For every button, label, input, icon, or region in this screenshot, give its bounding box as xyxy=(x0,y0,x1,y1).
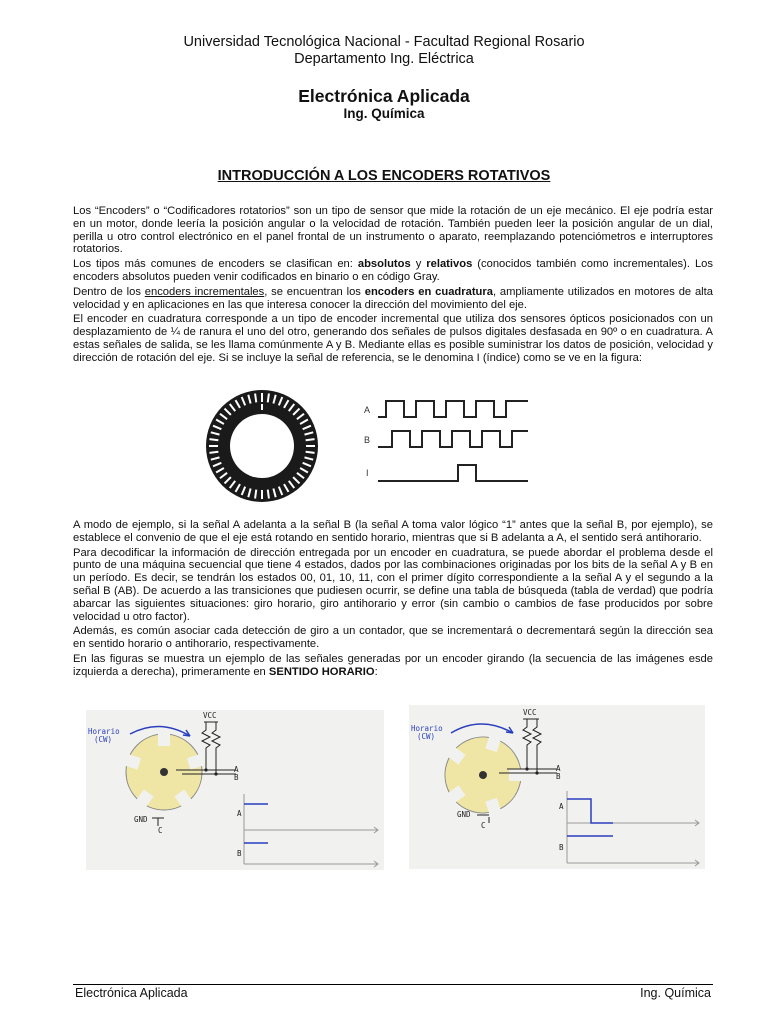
output-a-label: A xyxy=(556,764,561,773)
gnd-label: GND xyxy=(457,810,471,819)
encoder-sequence-panel-1 xyxy=(86,710,384,870)
paragraph-types xyxy=(73,258,713,284)
plot-b-label: B xyxy=(237,849,242,858)
text-bold-absolutos: absolutos xyxy=(357,258,411,271)
text-run: , ampliamente utilizados en motores de alta velocidad y en aplicaciones en las que interesa conocer la dirección del movimiento del eje. xyxy=(73,285,713,311)
disc-slot xyxy=(306,452,315,453)
axis-arrow-icon xyxy=(374,827,378,867)
rotation-arrow-icon xyxy=(451,724,513,733)
encoder-disc-icon xyxy=(206,390,318,502)
paragraph-decoding: Para decodificar la información de dirección entregada por un encoder en cuadratura, se puede abordar el problema desde el punto de una máquina secuencial que tiene 4 estados, dados por las combinaciones originadas por los bits de la señal A y B en un período. Es decir, se tendrán los estados 00, 01, 10, 11, con el primer dígito correspondiente a la señal A y el segundo a la señal B (AB). De acuerdo a las transiciones que pudiesen ocurrir, se define una tabla de búsqueda (tabla de verdad) que podría abarcar las siguientes situaciones: giro horario, giro antihorario y error (sin cambio o cambios de fase producidos por sobre velocidad u otro factor). xyxy=(73,546,713,623)
plot-b-label: B xyxy=(559,843,564,852)
output-b-label: B xyxy=(556,772,561,781)
junction-icon xyxy=(525,767,528,770)
text-run: (conocidos también como incrementales). Los encoders absolutos pueden venir codificados en binario o en código Gray. xyxy=(73,258,713,283)
text-bold-sentido-horario: SENTIDO HORARIO xyxy=(268,665,375,678)
paragraph-example: A modo de ejemplo, si la señal A adelanta a la señal B (la señal A toma valor lógico “1” antes que la señal B, por ejemplo), se establece el convenio de que el eje está rotando en sentido horario, mientras que si B adelanta a A, el sentido será antihorario. xyxy=(73,519,713,544)
gnd-label: GND xyxy=(134,815,148,824)
text-run: y xyxy=(410,258,427,271)
career-subtitle: Ing. Química xyxy=(343,106,425,121)
text-run: , se encuentran los xyxy=(264,285,365,298)
cw-label: (CW) xyxy=(94,735,113,744)
intro-text-block xyxy=(73,205,713,367)
vcc-label: VCC xyxy=(523,708,537,717)
waveform-label-a: A xyxy=(364,405,371,415)
slotted-gear-icon xyxy=(124,732,204,810)
disc-hub xyxy=(230,414,294,478)
footer-left: Electrónica Aplicada xyxy=(75,986,188,1000)
text-run: En las figuras se muestra un ejemplo de las señales generadas por un encoder girando (la secuencia de las imágenes esde izquierda a derecha), primeramente en xyxy=(73,652,713,678)
disc-slot xyxy=(209,439,218,440)
text-run: Los tipos más comunes de encoders se clasifican en: xyxy=(73,258,358,271)
plot-axis-horizontal xyxy=(244,830,378,864)
paragraph-counter: Además, es común asociar cada detección de giro a un contador, que se incrementará o decrementará según la dirección sea en sentido horario o antihorario, respectivamente. xyxy=(73,625,713,651)
paragraph-definition: Los “Encoders” o “Codificadores rotatorios” son un tipo de sensor que mide la rotación de un eje mecánico. El eje podría estar en un motor, donde leería la posición angular o la velocidad de rotación. También pueden leer la posición angular de un dial, perilla u otro control electrónico en el panel frontal de un instrumento o aparato, reemplazando potenciómetros e interruptores rotatorios. xyxy=(73,205,713,256)
vcc-label: VCC xyxy=(203,711,217,720)
footer-right: Ing. Química xyxy=(640,986,711,1000)
encoder-sequence-panel-2 xyxy=(409,705,705,869)
axis-arrow-icon xyxy=(695,820,699,866)
junction-icon xyxy=(214,772,217,775)
output-b-label: B xyxy=(234,773,239,782)
slotted-gear-icon xyxy=(433,725,533,824)
text-bold-cuadratura: encoders en cuadratura xyxy=(364,285,493,298)
panel-1-diagram xyxy=(86,710,384,870)
junction-icon xyxy=(204,768,207,771)
disc-slot xyxy=(209,452,218,453)
signal-b-trace xyxy=(378,431,528,447)
text-underlined: encoders incrementales xyxy=(144,285,265,298)
horario-label: Horario xyxy=(88,727,120,736)
quadrature-waveform-figure xyxy=(358,395,538,487)
paragraph-figures-intro xyxy=(73,653,713,679)
signal-a-trace xyxy=(378,401,528,417)
common-c-label: C xyxy=(158,826,163,835)
text-bold-relativos: relativos xyxy=(426,258,473,271)
university-line: Universidad Tecnológica Nacional - Facultad Regional Rosario xyxy=(183,34,585,50)
department-line: Departamento Ing. Eléctrica xyxy=(294,51,474,67)
disc-slot xyxy=(268,393,269,402)
signal-a-trace xyxy=(567,799,613,823)
decoding-text-block xyxy=(73,519,713,681)
waveform-label-b: B xyxy=(364,435,371,445)
paragraph-quadrature: El encoder en cuadratura corresponde a un tipo de encoder incremental que utiliza dos sensores ópticos posicionados con un desplazamiento de ¼ de ranura el uno del otro, generando dos señales de pulsos digitales desfasada en 90º o en cuadratura. A estas señales de salida, se les llama comúnmente A y B. Mediante ellas es posible suministrar los datos de posición, velocidad y dirección de rotación del eje. Si se incluye la señal de referencia, se le denomina I (índice) como se ve en la figura: xyxy=(73,313,713,364)
disc-slot xyxy=(255,393,256,402)
plot-a-label: A xyxy=(237,809,242,818)
disc-slot xyxy=(255,490,256,499)
course-title: Electrónica Aplicada xyxy=(298,86,470,106)
institution-header xyxy=(0,34,768,68)
disc-slot xyxy=(306,439,315,440)
plot-axis-horizontal xyxy=(567,823,699,863)
panel-2-diagram xyxy=(409,705,705,869)
junction-icon xyxy=(535,771,538,774)
disc-slot xyxy=(268,490,269,499)
footer-rule xyxy=(73,984,713,985)
waveform-label-i: I xyxy=(366,468,369,478)
plot-a-label: A xyxy=(559,802,564,811)
section-title: INTRODUCCIÓN A LOS ENCODERS ROTATIVOS xyxy=(217,168,551,184)
encoder-disc-figure xyxy=(200,388,324,504)
text-run: Dentro de los xyxy=(73,285,145,298)
text-run: : xyxy=(374,665,378,678)
output-a-label: A xyxy=(234,765,239,774)
signal-index-trace xyxy=(378,465,528,481)
common-c-label: C xyxy=(481,821,486,830)
paragraph-incremental xyxy=(73,286,713,312)
horario-label: Horario xyxy=(411,724,443,733)
cw-label: (CW) xyxy=(417,732,436,741)
